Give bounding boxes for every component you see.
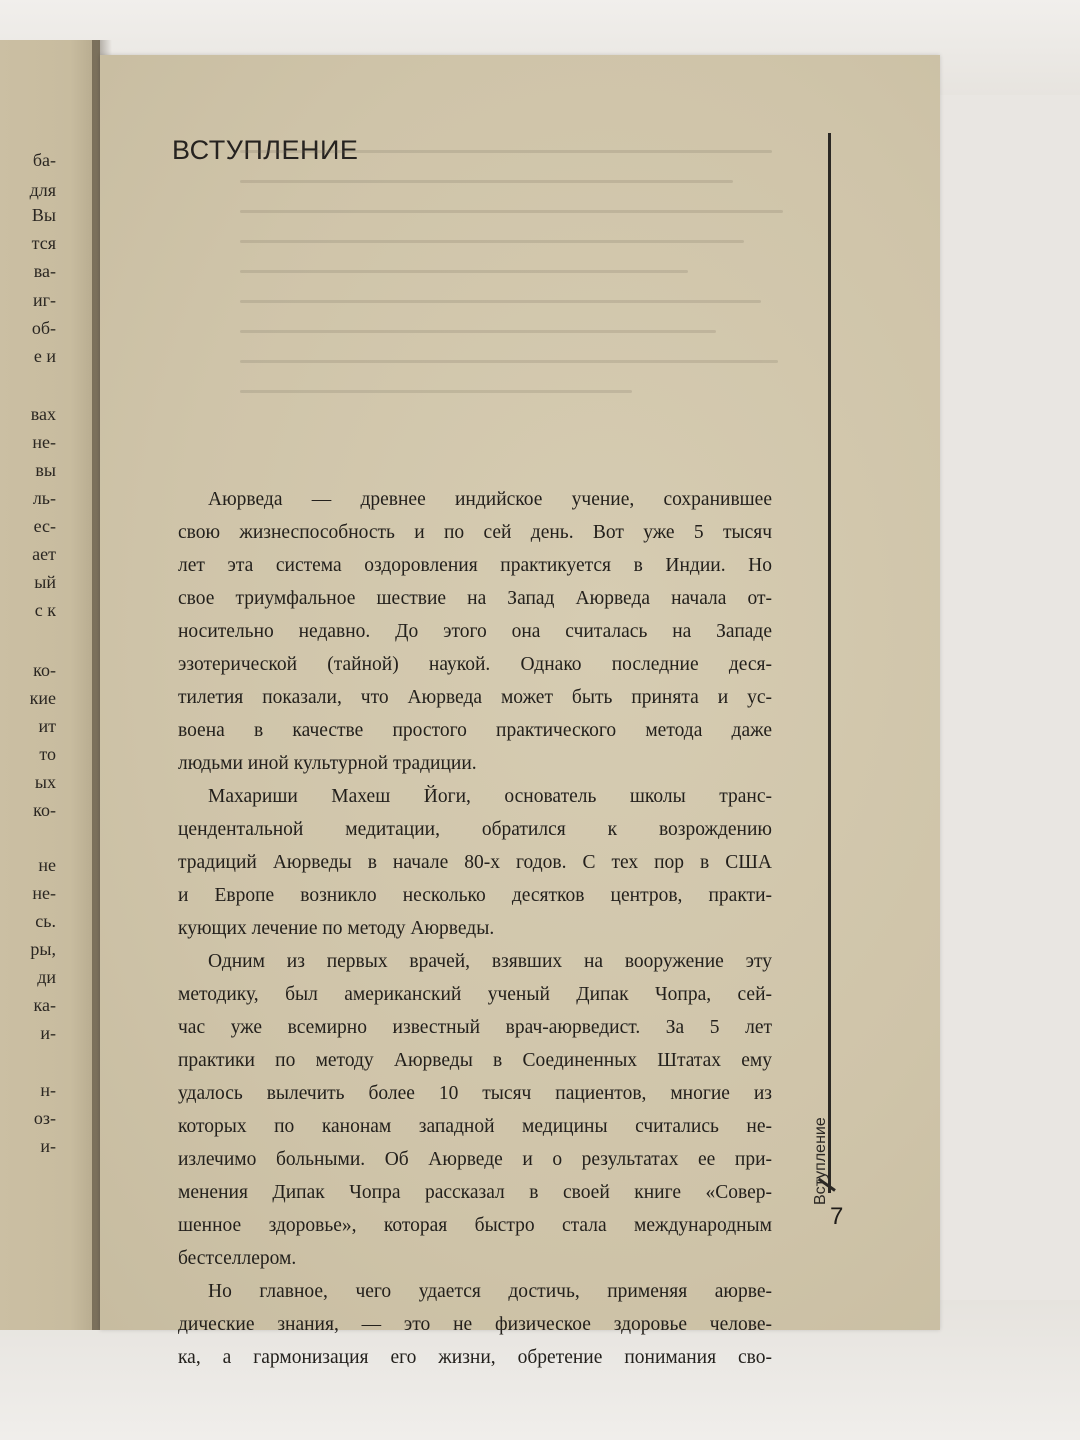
text-line: которых по канонам западной медицины считались не- (178, 1116, 772, 1137)
left-fragment: вах (30, 404, 56, 424)
margin-rule (828, 133, 831, 1193)
left-fragment: оз- (33, 1108, 56, 1128)
left-fragment: для (29, 180, 56, 200)
text-line: практики по методу Аюрведы в Соединенных Штатах ему (178, 1050, 772, 1071)
text-line: менения Дипак Чопра рассказал в своей книге «Совер- (178, 1182, 772, 1203)
left-fragment: ых (34, 772, 56, 792)
text-line: традиций Аюрведы в начале 80-х годов. С тех пор в США (178, 852, 772, 873)
left-fragment: ый (34, 572, 56, 592)
chapter-heading: ВСТУПЛЕНИЕ (172, 135, 359, 165)
left-fragment: ка- (33, 995, 56, 1015)
left-fragment: ба- (32, 150, 56, 170)
text-line: носительно недавно. До этого она считалась на Западе (178, 621, 772, 642)
left-fragment: ит (38, 716, 56, 736)
text-line: Махариши Махеш Йоги, основатель школы транс- (208, 786, 772, 807)
text-line: ка, а гармонизация его жизни, обретение понимания сво- (178, 1347, 772, 1368)
text-line: свою жизнеспособность и по сей день. Вот уже 5 тысяч (178, 522, 772, 543)
left-fragment: об- (31, 318, 56, 338)
left-fragment: то (39, 744, 56, 764)
page-number: 7 (830, 1203, 844, 1230)
left-fragment: не (38, 855, 56, 875)
left-page-edge (0, 40, 100, 1330)
left-fragment: не- (32, 432, 56, 452)
left-fragment: сь. (35, 911, 56, 931)
text-line: цендентальной медитации, обратился к возрождению (178, 819, 772, 840)
left-fragment: н- (40, 1080, 56, 1100)
left-fragment: и- (40, 1136, 56, 1156)
left-fragment: с к (34, 600, 56, 620)
text-line: кующих лечение по методу Аюрведы. (178, 918, 495, 939)
book-page (100, 55, 940, 1368)
left-fragment: е и (33, 346, 56, 366)
text-line: излечимо больными. Об Аюрведе и о результатах ее при- (178, 1149, 772, 1170)
show-through-text (240, 150, 800, 430)
running-section-label: Вступление (812, 1117, 829, 1205)
left-fragment: ль- (32, 488, 56, 508)
text-line: и Европе возникло несколько десятков центров, практи- (178, 885, 772, 906)
text-line: Одним из первых врачей, взявших на вооружение эту (208, 951, 772, 972)
text-line: свое триумфальное шествие на Запад Аюрведа начала от- (178, 588, 772, 609)
left-fragment: ес- (33, 516, 56, 536)
left-fragment: ает (32, 544, 56, 564)
left-fragment: ко- (33, 660, 56, 680)
text-line: шенное здоровье», которая быстро стала международным (178, 1215, 772, 1236)
body-text (178, 483, 772, 1374)
left-fragment: и- (40, 1023, 56, 1043)
text-line: час уже всемирно известный врач-аюрведист. За 5 лет (178, 1017, 772, 1038)
left-fragment: кие (29, 688, 56, 708)
text-line: бестселлером. (178, 1248, 297, 1269)
text-line: людьми иной культурной традиции. (178, 753, 477, 774)
text-line: воена в качестве простого практического метода даже (178, 720, 772, 741)
left-fragment: тся (31, 233, 56, 253)
left-fragment: не- (32, 883, 56, 903)
left-fragment: ва- (33, 261, 56, 281)
text-line: Аюрведа — древнее индийское учение, сохранившее (208, 489, 772, 510)
text-line: лет эта система оздоровления практикуется в Индии. Но (178, 555, 772, 576)
text-line: удалось вылечить более 10 тысяч пациентов, многие из (178, 1083, 772, 1104)
text-line: Но главное, чего удается достичь, применяя аюрве- (208, 1281, 772, 1302)
left-fragment: ры, (30, 939, 56, 959)
text-line: дические знания, — это не физическое здоровье челове- (178, 1314, 772, 1335)
left-fragment: ди (37, 967, 56, 987)
text-line: методику, был американский ученый Дипак Чопра, сей- (178, 984, 772, 1005)
left-fragment: Вы (31, 205, 56, 225)
left-fragment: ко- (33, 800, 56, 820)
text-line: эзотерической (тайной) наукой. Однако последние деся- (178, 654, 772, 675)
left-fragment: вы (35, 460, 56, 480)
left-fragment: иг- (32, 290, 56, 310)
text-line: тилетия показали, что Аюрведа может быть принята и ус- (178, 687, 772, 708)
